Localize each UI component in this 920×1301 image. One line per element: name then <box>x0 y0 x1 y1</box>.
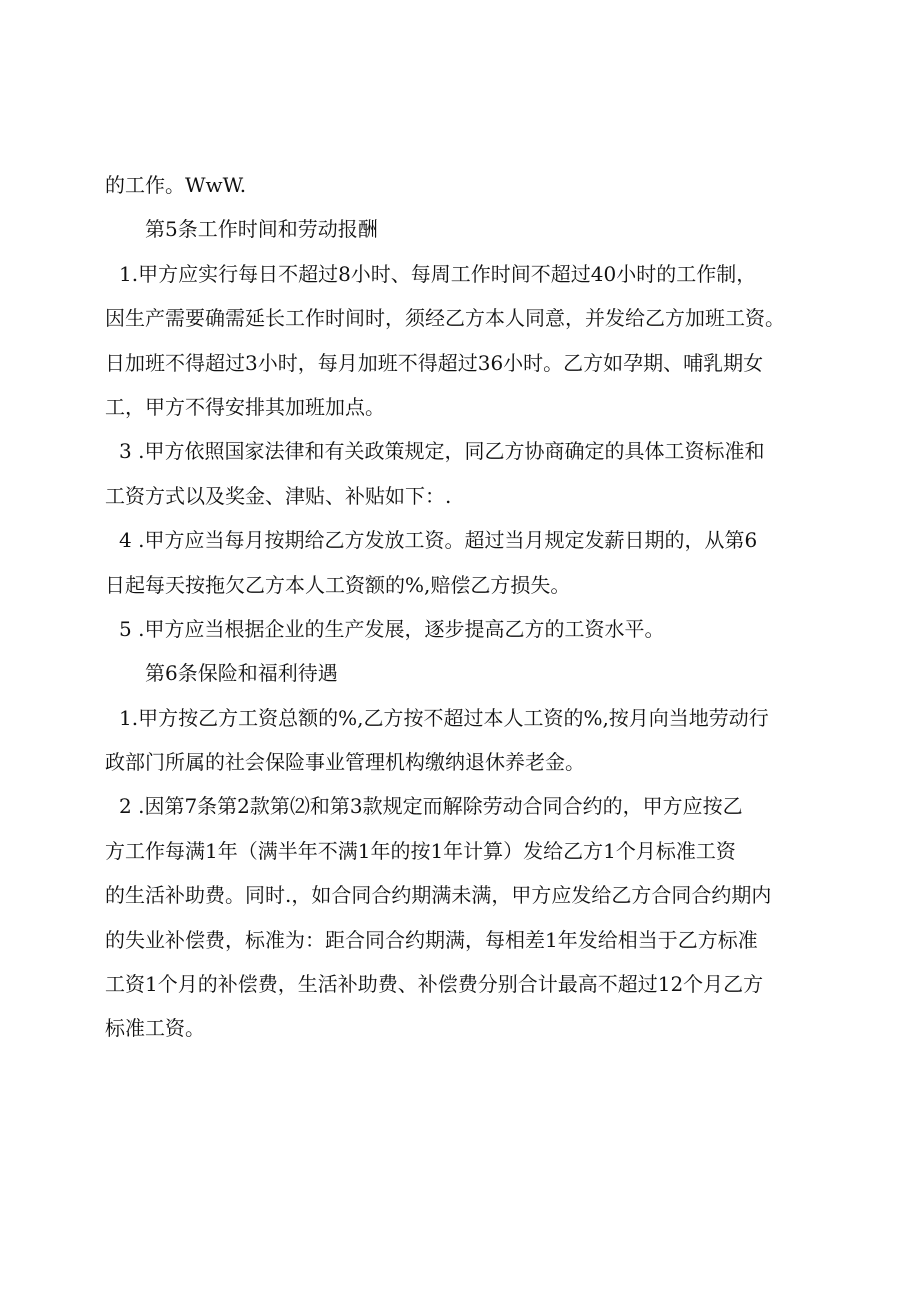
text-line-8: 工资方式以及奖金、津贴、补贴如下：. <box>105 483 452 508</box>
text-line-6: 工，甲方不得安排其加班加点。 <box>105 394 385 419</box>
text-line-4: 因生产需要确需延长工作时间时，须经乙方本人同意，并发给乙方加班工资。 <box>105 306 785 331</box>
text-line-15: 2 .因第7条第2款第⑵和第3款规定而解除劳动合同合约的，甲方应按乙 <box>119 794 743 819</box>
text-line-7: 3 .甲方依照国家法律和有关政策规定，同乙方协商确定的具体工资标准和 <box>119 439 765 464</box>
text-line-20: 标准工资。 <box>105 1016 205 1041</box>
text-line-14: 政部门所属的社会保险事业管理机构缴纳退休养老金。 <box>105 750 585 775</box>
text-line-17: 的生活补助费。同时.，如合同合约期满未满，甲方应发给乙方合同合约期内 <box>105 883 772 908</box>
text-line-10: 日起每天按拖欠乙方本人工资额的%,赔偿乙方损失。 <box>105 572 571 597</box>
section-heading-5: 第5条工作时间和劳动报酬 <box>145 217 378 242</box>
text-line-13: 1.甲方按乙方工资总额的%,乙方按不超过本人工资的%,按月向当地劳动行 <box>119 705 769 730</box>
text-line-1: 的工作。WwW. <box>105 173 247 197</box>
text-line-19: 工资1个月的补偿费，生活补助费、补偿费分别合计最高不超过12个月乙方 <box>105 972 764 997</box>
section-heading-6: 第6条保险和福利待遇 <box>145 661 338 686</box>
text-line-3: 1.甲方应实行每日不超过8小时、每周工作时间不超过40小时的工作制， <box>119 261 757 286</box>
text-line-16: 方工作每满1年（满半年不满1年的按1年计算）发给乙方1个月标准工资 <box>105 838 736 863</box>
document-body <box>105 163 800 1051</box>
text-line-9: 4 .甲方应当每月按期给乙方发放工资。超过当月规定发薪日期的，从第6 <box>119 528 758 553</box>
text-line-11: 5 .甲方应当根据企业的生产发展，逐步提高乙方的工资水平。 <box>119 616 665 641</box>
text-line-18: 的失业补偿费，标准为：距合同合约期满，每相差1年发给相当于乙方标准 <box>105 927 758 952</box>
text-line-5: 日加班不得超过3小时，每月加班不得超过36小时。乙方如孕期、哺乳期女 <box>105 350 764 375</box>
